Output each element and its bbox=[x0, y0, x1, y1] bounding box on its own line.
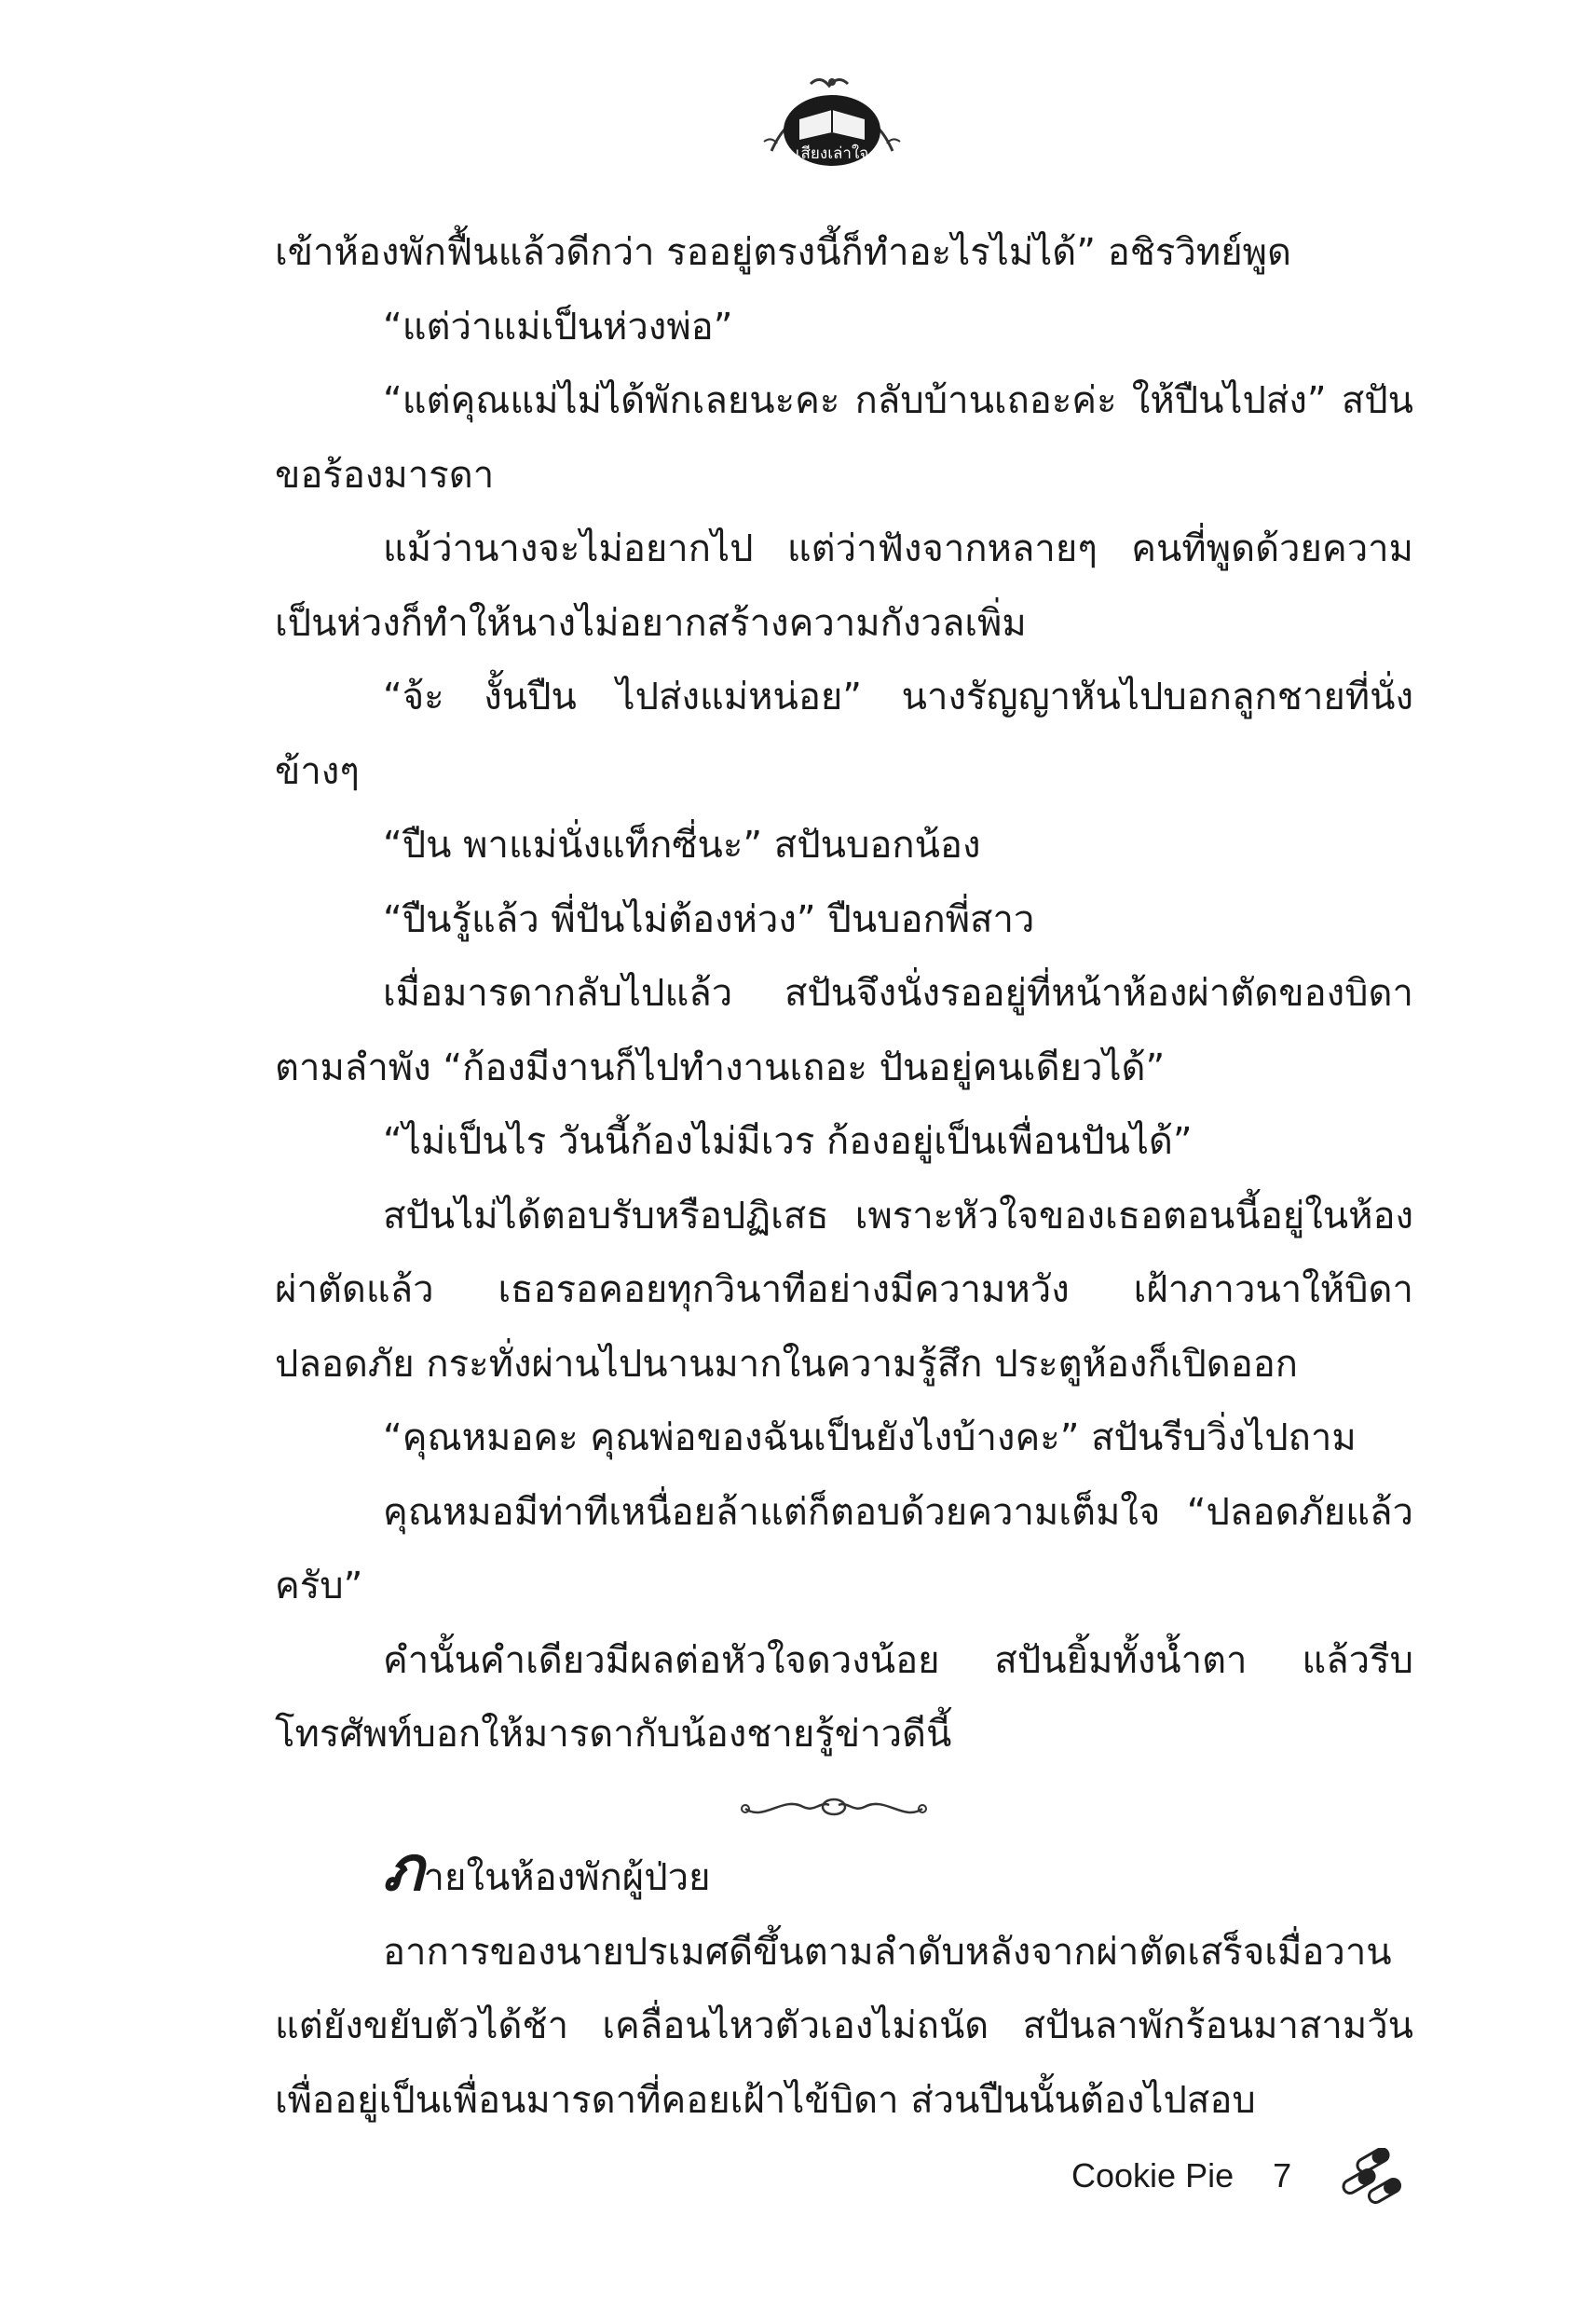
section-paragraph: อาการของนายปรเมศดีขึ้นตามลำดับหลังจากผ่าตัดเสร็จเมื่อวานแต่ยังขยับตัวได้ช้า เคลื่อนไหวตัวเองไม่ถนัด สปันลาพักร้อนมาสามวันเพื่ออยู่เป็นเพื่อนมารดาที่คอยเฝ้าไข้บิดา ส่วนปืนนั้นต้องไปสอบ bbox=[275, 1930, 1413, 2122]
body-paragraph: แม้ว่านางจะไม่อยากไป แต่ว่าฟังจากหลายๆ คนที่พูดด้วยความเป็นห่วงก็ทำให้นางไม่อยากสร้างความกังวลเพิ่ม bbox=[275, 527, 1413, 645]
section-heading-text: ายในห้องพักผู้ป่วย bbox=[423, 1856, 711, 1899]
body-paragraph: คุณหมอมีท่าทีเหนื่อยล้าแต่ก็ตอบด้วยความเต็มใจ “ปลอดภัยแล้วครับ” bbox=[275, 1490, 1413, 1607]
page-number: 7 bbox=[1273, 2156, 1292, 2195]
flourish-divider-icon bbox=[736, 1785, 932, 1831]
body-text bbox=[275, 216, 1413, 1772]
section bbox=[275, 1832, 1413, 2138]
drop-cap: ภ bbox=[383, 1832, 424, 1905]
book-emblem-icon bbox=[753, 65, 911, 177]
body-paragraph: “แต่คุณแม่ไม่ได้พักเลยนะคะ กลับบ้านเถอะค่ะ ให้ปืนไปส่ง” สปันขอร้องมารดา bbox=[275, 379, 1413, 497]
body-paragraph: คำนั้นคำเดียวมีผลต่อหัวใจดวงน้อย สปันยิ้มทั้งน้ำตา แล้วรีบโทรศัพท์บอกให้มารดากับน้องชายรู้ข่าวดีนี้ bbox=[275, 1638, 1413, 1756]
body-paragraph: “แต่ว่าแม่เป็นห่วงพ่อ” bbox=[383, 305, 733, 349]
body-paragraph: “จ้ะ งั้นปืน ไปส่งแม่หน่อย” นางรัญญาหันไปบอกลูกชายที่นั่งข้างๆ bbox=[275, 676, 1413, 793]
body-paragraph: เข้าห้องพักฟื้นแล้วดีกว่า รออยู่ตรงนี้ก็ทำอะไรไม่ได้” อชิรวิทย์พูด bbox=[275, 231, 1291, 274]
body-paragraph: “คุณหมอคะ คุณพ่อของฉันเป็นยังไงบ้างคะ” สปันรีบวิ่งไปถาม bbox=[383, 1416, 1357, 1459]
body-paragraph: สปันไม่ได้ตอบรับหรือปฏิเสธ เพราะหัวใจของเธอตอนนี้อยู่ในห้องผ่าตัดแล้ว เธอรอคอยทุกวินาทีอย่างมีความหวัง เฝ้าภาวนาให้บิดาปลอดภัย กระทั่งผ่านไปนานมากในความรู้สึก ประตูห้องก็เปิดออก bbox=[275, 1194, 1413, 1386]
section-heading bbox=[275, 1832, 1413, 1916]
body-paragraph: “ไม่เป็นไร วันนี้ก้องไม่มีเวร ก้องอยู่เป็นเพื่อนปันได้” bbox=[383, 1120, 1193, 1163]
footer-brand: Cookie Pie bbox=[1071, 2156, 1235, 2195]
body-paragraph: เมื่อมารดากลับไปแล้ว สปันจึงนั่งรออยู่ที่หน้าห้องผ่าตัดของบิดาตามลำพัง “ก้องมีงานก็ไปทำงานเถอะ ปันอยู่คนเดียวได้” bbox=[275, 972, 1413, 1089]
logo-text: เสียงเล่าใจ bbox=[795, 144, 869, 163]
body-paragraph: “ปืนรู้แล้ว พี่ปันไม่ต้องห่วง” ปืนบอกพี่สาว bbox=[383, 897, 1035, 941]
page-footer bbox=[1071, 2148, 1411, 2204]
body-paragraph: “ปืน พาแม่นั่งแท็กซี่นะ” สปันบอกน้อง bbox=[383, 824, 981, 867]
pills-icon bbox=[1336, 2148, 1411, 2204]
